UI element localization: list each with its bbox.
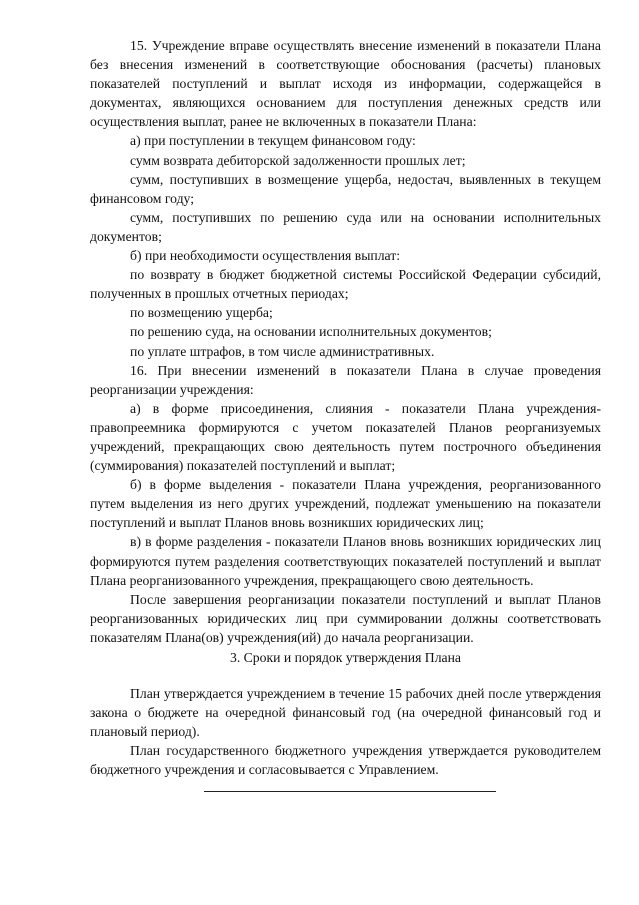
paragraph-15: 15. Учреждение вправе осуществлять внесение изменений в показатели Плана без внесения изменений в соответствующие обоснования (расчеты) плановых показателей поступлений и выплат исходя из информации, содержащейся в документах, являющихся основанием для поступления денежных средств или осуществления выплат, ранее не включенных в показатели Плана: [90,38,601,130]
section-heading: 3. Сроки и порядок утверждения Плана [229,650,462,665]
item-c-division: в) в форме разделения - показатели Планов вновь возникших юридических лиц формируются путем разделения соответствующих показателей поступлений и выплат Плана реорганизованного учреждения, прекращающего свою деятельность. [90,534,601,588]
item-b-separation: б) в форме выделения - показатели Плана учреждения, реорганизованного путем выделения из него других учреждений, подлежат уменьшению на показатели поступлений и выплат Планов вновь возникших юридических лиц; [90,477,601,531]
item-a-merger: а) в форме присоединения, слияния - показатели Плана учреждения-правопреемника формируются с учетом показателей Планов реорганизуемых учреждений, прекращающих свою деятельность путем построчного объединения (суммирования) показателей поступлений и выплат; [90,400,601,474]
item-b-payments: б) при необходимости осуществления выплат: [130,248,401,264]
item-damage-compensation: сумм, поступивших в возмещение ущерба, недостач, выявленных в текущем финансовом году; [90,171,601,206]
end-divider-line [204,791,496,792]
item-court-decision: сумм, поступивших по решению суда или на основании исполнительных документов; [90,209,601,244]
section-paragraph-approval-authority: План государственного бюджетного учреждения утверждается руководителем бюджетного учреждения и согласовывается с Управлением. [90,743,601,778]
item-subsidy-return: по возврату в бюджет бюджетной системы Российской Федерации субсидий, полученных в прошлых отчетных периодах; [90,267,601,302]
paragraph-after-reorganization: После завершения реорганизации показатели поступлений и выплат Планов реорганизованных юридических лиц при суммировании должны соответствовать показателям Плана(ов) учреждения(ий) до начала реорганизации. [90,591,601,645]
section-paragraph-approval-term: План утверждается учреждением в течение 15 рабочих дней после утверждения закона о бюджете на очередной финансовый год (на очередной финансовый год и плановый период). [90,686,601,740]
item-court-payment: по решению суда, на основании исполнительных документов; [130,324,492,340]
item-fines: по уплате штрафов, в том числе административных. [130,343,435,359]
item-debt-return: сумм возврата дебиторской задолженности прошлых лет; [130,152,466,168]
paragraph-16: 16. При внесении изменений в показатели Плана в случае проведения реорганизации учреждения: [90,362,601,397]
document-page [90,36,601,792]
item-damage-payment: по возмещению ущерба; [130,305,273,321]
item-a-income: а) при поступлении в текущем финансовом году: [130,133,416,149]
